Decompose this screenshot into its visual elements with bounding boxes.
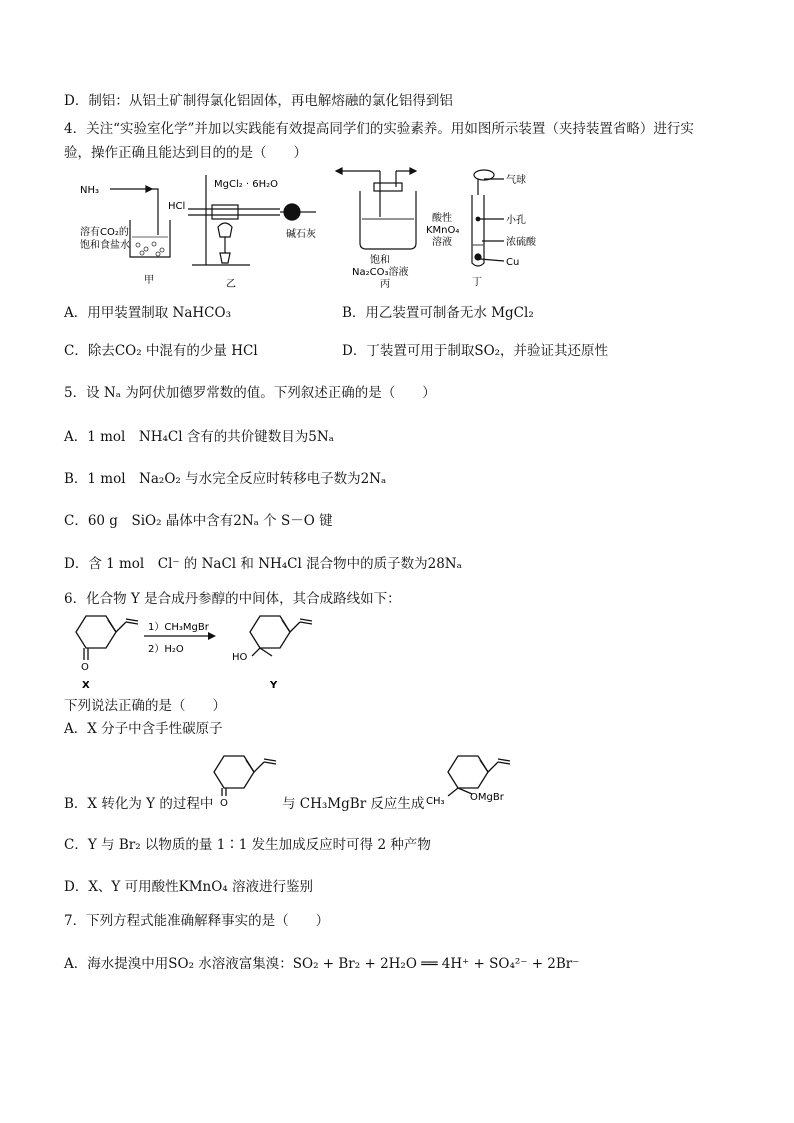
- q4-stem-line2: 验，操作正确且能达到目的的是（ ）: [64, 145, 307, 161]
- q5-stem: 5．设 Nₐ 为阿伏加德罗常数的值。下列叙述正确的是（ ）: [64, 385, 436, 401]
- ding-caption: 丁: [472, 277, 482, 288]
- q5-option-d: D．含 1 mol Cl⁻ 的 NaCl 和 NH₄Cl 混合物中的质子数为28Nₐ: [64, 556, 462, 572]
- jia-solution-label-1: 溶有CO₂的: [80, 227, 129, 238]
- q4-apparatus-figure: [80, 165, 540, 293]
- q4-stem-line1: 4．关注“实验室化学”并加以实践能有效提高同学们的实验素养。用如图所示装置（夹持装置省略）进行实: [64, 121, 694, 137]
- reaction-step-1: 1）CH₃MgBr: [148, 622, 209, 633]
- bing-caption: 丙: [380, 279, 390, 290]
- q4-option-d: D．丁装置可用于制取SO₂，并验证其还原性: [342, 343, 609, 359]
- bing-solution-label-2: Na₂CO₃溶液: [352, 267, 409, 278]
- jia-caption: 甲: [144, 275, 154, 286]
- yi-soda-lime-label: 碱石灰: [286, 229, 316, 240]
- ding-balloon-label: 气球: [506, 175, 526, 186]
- q6-option-d: D．X、Y 可用酸性KMnO₄ 溶液进行鉴别: [64, 879, 314, 895]
- q6-option-b-reactant: [210, 750, 280, 810]
- ding-cu-label: Cu: [506, 257, 520, 268]
- q5-option-c: C．60 g SiO₂ 晶体中含有2Nₐ 个 S－O 键: [64, 513, 333, 529]
- molecule-x: [76, 616, 138, 660]
- jia-nh3-label: NH₃: [80, 185, 100, 196]
- yi-mgcl2-label: MgCl₂ · 6H₂O: [214, 179, 279, 190]
- q3-option-d: D．制铝：从铝土矿制得氯化铝固体，再电解熔融的氯化铝得到铝: [64, 93, 453, 109]
- jia-solution-label-2: 饱和食盐水: [80, 240, 130, 251]
- q4-option-c: C．除去CO₂ 中混有的少量 HCl: [64, 343, 258, 359]
- ding-kmno4-label-3: 溶液: [432, 237, 452, 248]
- q4-option-a: A．用甲装置制取 NaHCO₃: [64, 305, 231, 321]
- ding-kmno4-label-2: KMnO₄: [426, 225, 460, 236]
- bing-solution-label-1: 饱和: [370, 255, 390, 266]
- apparatus-ding: [472, 170, 504, 266]
- q6-option-b-prefix: B．X 转化为 Y 的过程中: [64, 796, 214, 812]
- molecule-y: [250, 616, 312, 656]
- q7-option-a: A．海水提溴中用SO₂ 水溶液富集溴：SO₂ + Br₂ + 2H₂O ══ 4H⁺ + SO₄²⁻ + 2Br⁻: [64, 956, 580, 972]
- q6-option-b-middle: 与 CH₃MgBr 反应生成: [282, 796, 425, 812]
- product-methyl: CH₃: [426, 796, 445, 807]
- q5-option-b: B．1 mol Na₂O₂ 与水完全反应时转移电子数为2Nₐ: [64, 471, 387, 487]
- reaction-step-2: 2）H₂O: [148, 644, 184, 655]
- reactant-oxygen: O: [220, 798, 228, 809]
- q6-option-a: A．X 分子中含手性碳原子: [64, 721, 223, 737]
- molecule-y-hydroxyl: HO: [232, 652, 248, 663]
- molecule-y-label: Y: [270, 680, 278, 691]
- reaction-arrowhead: [208, 632, 216, 640]
- q6-stem: 6．化合物 Y 是合成丹参醇的中间体，其合成路线如下：: [64, 591, 401, 607]
- yi-hcl-label: HCl: [168, 201, 186, 212]
- q6-prompt: 下列说法正确的是（ ）: [64, 698, 226, 714]
- q4-option-b: B．用乙装置可制备无水 MgCl₂: [342, 305, 534, 321]
- q6-option-b-product: [426, 752, 526, 808]
- molecule-x-oxygen: O: [81, 662, 89, 673]
- ding-kmno4-label-1: 酸性: [432, 213, 452, 224]
- ding-acid-label: 浓硫酸: [506, 237, 536, 248]
- q5-option-a: A．1 mol NH₄Cl 含有的共价键数目为5Nₐ: [64, 429, 334, 445]
- molecule-x-label: X: [82, 680, 90, 691]
- ding-hole-label: 小孔: [506, 215, 526, 226]
- product-omgbr: OMgBr: [470, 792, 504, 803]
- apparatus-bing: [336, 168, 416, 249]
- q7-stem: 7．下列方程式能准确解释事实的是（ ）: [64, 913, 330, 929]
- q6-reaction-scheme: [64, 610, 364, 696]
- q6-option-c: C．Y 与 Br₂ 以物质的量 1∶1 发生加成反应时可得 2 种产物: [64, 837, 431, 853]
- yi-caption: 乙: [226, 279, 236, 290]
